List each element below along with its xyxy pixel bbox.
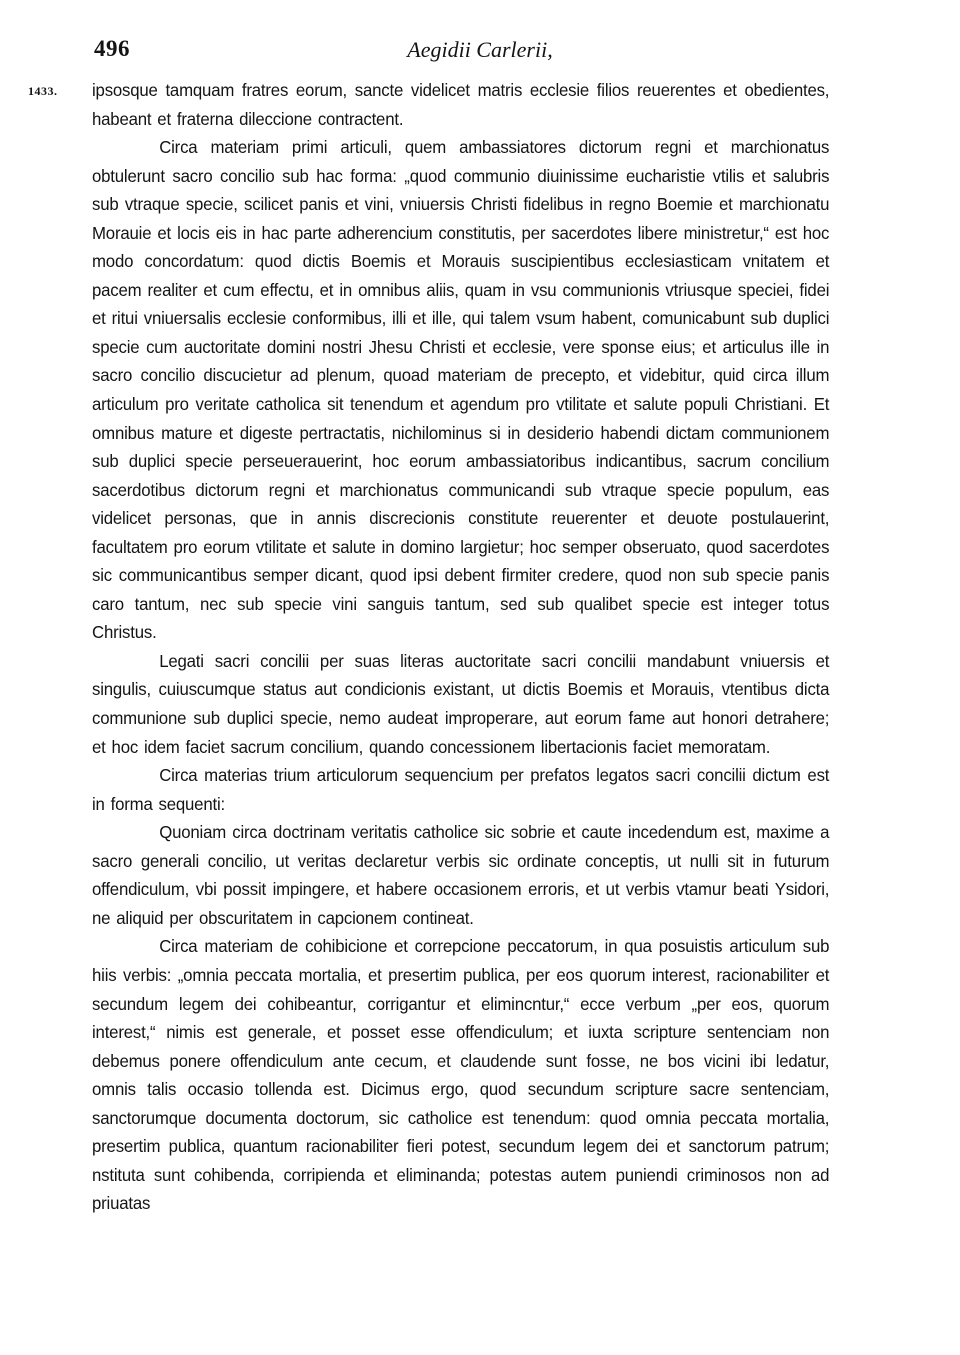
body-text (92, 76, 829, 1218)
paragraph: ipsosque tamquam fratres eorum, sancte videlicet matris ecclesie filios reuerentes et obedientes, habeant et fraterna dileccione contractent. (92, 80, 830, 129)
paragraph: Legati sacri concilii per suas literas auctoritate sacri concilii mandabunt vniuersis et singulis, cuiuscumque status aut condicionis existant, ut dictis Boemis et Morauis, vtentibus dicta communione sub duplici specie, nemo audeat improperare, aut eorum fame aut honori detrahere; et hoc idem faciet sacrum concilium, quando concessionem libertacionis faciet memoratam. (92, 650, 830, 757)
paragraph: Circa materias trium articulorum sequencium per prefatos legatos sacri concilii dictum est in forma sequenti: (92, 765, 830, 814)
margin-year-note: 1433. (28, 84, 58, 98)
paragraph: Circa materiam primi articuli, quem ambassiatores dictorum regni et marchionatus obtulerunt sacro concilio sub hac forma: „quod communio diuinissime eucharistie vtilis et salubris sub vtraque specie, scilicet panis et vini, vniuersis Christi fidelibus in regno Boemie et marchionatu Morauie et locis eis in hac parte adherencium constitutis, per sacerdotes libere ministretur,“ est hoc modo concordatum: quod dictis Boemis et Morauis suscipientibus ecclesiasticam vnitatem et pacem realiter et cum effectu, et in omnibus aliis, quam in vsu communionis vtriusque speciei, fidei et ritui vniuersalis ecclesie conformibus, illi et ille, qui talem vsum habent, comunicabunt sub duplici specie cum auctoritate domini nostri Jhesu Christi et ecclesie, vere sponse eius; et articulus ille in sacro concilio discucietur ad plenum, quoad materiam de precepto, et videbitur, quid circa illum articulum pro veritate catholica sit tenendum et agendum pro vtilitate et salute populi Christiani. Et omnibus mature et digeste pertractatis, nichilominus si in desiderio habendi dictam communionem sub duplici specie perseuerauerint, hoc eorum ambassiatoribus indicantibus, sacrum concilium sacerdotibus dictorum regni et marchionatus communicandi sub vtraque specie populum, eas videlicet personas, que in annis discrecionis constitute reuerenter et deuote postulauerint, facultatem pro eorum vtilitate et salute in domino largietur; hoc semper obseruato, quod sacerdotes sic communicantibus semper dicant, quod ipsi debent firmiter credere, quod non sub specie panis caro tantum, nec sub specie vini sanguis tantum, sed sub qualibet specie est integer totus Christus. (92, 137, 830, 643)
paragraph: Quoniam circa doctrinam veritatis catholice sic sobrie et caute incedendum est, maxime a sacro generali concilio, ut veritas declaretur verbis sic ordinate conceptis, ut nulli sit in futurum offendiculum, vbi possit impingere, et habere occasionem erroris, et ut verbis vtamur beati Ysidori, ne aliquid per obscuritatem in capcionem contineat. (92, 822, 830, 928)
page-number: 496 (94, 36, 130, 61)
paragraph: Circa materiam de cohibicione et correpcione peccatorum, in qua posuistis articulum sub hiis verbis: „omnia peccata mortalia, et presertim publica, per eos quorum interest, racionabiliter et secundum legem dei cohibeantur, corrigantur et elimincntur,“ ecce verbum „per eos, quorum interest,“ nimis est generale, et posset esse offendiculum; et iuxta scripture sentenciam non debemus ponere offendiculum ante cecum, et claudende sunt fosse, ne bos vicini ibi ledatur, omnis talis occasio tollenda est. Dicimus ergo, quod secundum scripture sacre sentenciam, sanctorumque documenta doctorum, sic catholice est tenendum: quod omnia peccata mortalia, presertim publica, quantum racionabiliter fieri potest, secundum legem dei et sanctorum patrum; nstituta sunt cohibenda, corripienda et eliminanda; potestas autem puniendi criminosos non ad priuatas (92, 936, 830, 1214)
running-head: Aegidii Carlerii, (407, 37, 553, 62)
